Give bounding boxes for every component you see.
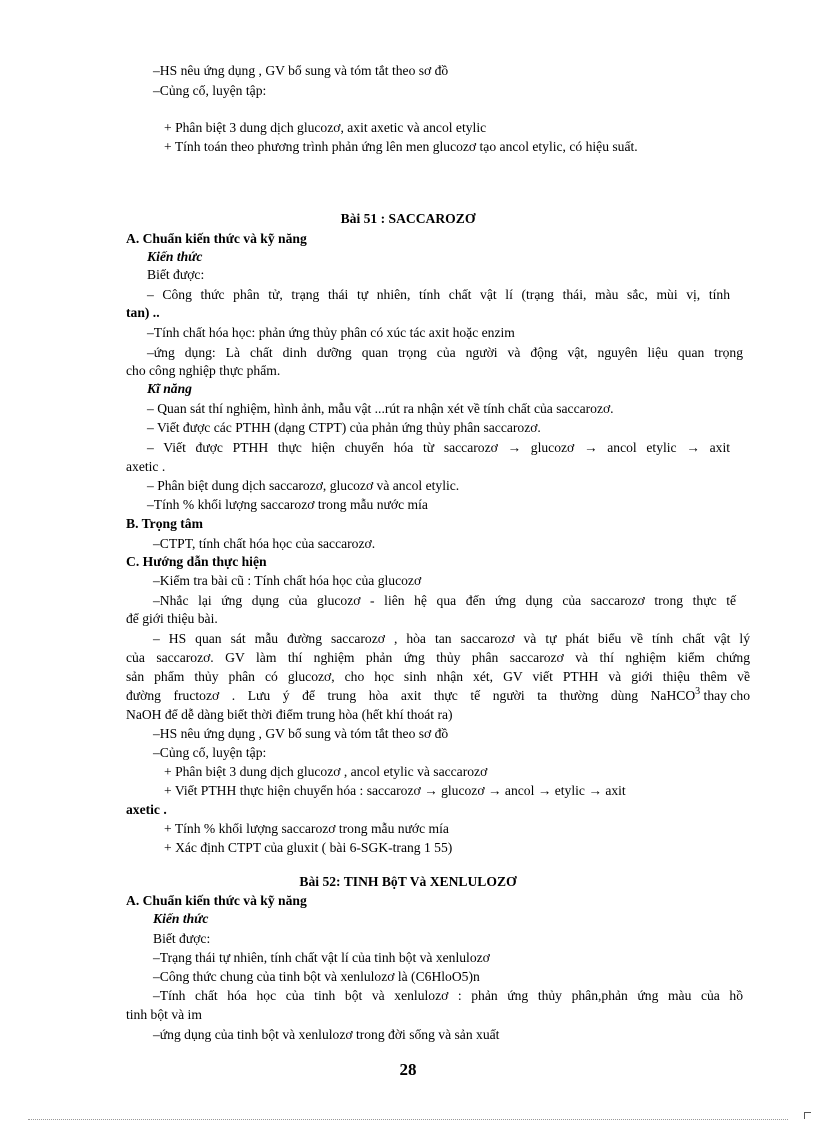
text-line: –HS nêu ứng dụng , GV bổ sung và tóm tắt theo sơ đồ <box>153 63 449 78</box>
section-heading: B. Trọng tâm <box>126 516 203 531</box>
section-heading: A. Chuẩn kiến thức và kỹ năng <box>126 893 307 908</box>
bullet-item: + Phân biệt 3 dung dịch glucozơ, axit axetic và ancol etylic <box>164 120 487 135</box>
subsection-heading: Kĩ năng <box>147 381 192 396</box>
text-line: NaOH để dễ dàng biết thời điểm trung hòa (hết khí thoát ra) <box>126 707 453 722</box>
section-heading: A. Chuẩn kiến thức và kỹ năng <box>126 231 307 246</box>
bullet-item: + Tính % khối lượng saccarozơ trong mẫu nước mía <box>164 821 449 836</box>
text-line: cho công nghiệp thực phẩm. <box>126 363 281 378</box>
bullet-item: + Viết PTHH thực hiện chuyển hóa : saccarozơ → glucozơ → ancol → etylic → axit <box>164 783 626 798</box>
text-line: – Quan sát thí nghiệm, hình ảnh, mẫu vật ...rút ra nhận xét về tính chất của saccarozơ. <box>147 401 614 416</box>
bullet-item: + Xác định CTPT của gluxit ( bài 6-SGK-trang 1 55) <box>164 840 453 855</box>
text-line: –Củng cố, luyện tập: <box>153 83 267 98</box>
corner-mark <box>804 1112 811 1119</box>
text-line: –Kiểm tra bài cũ : Tính chất hóa học của glucozơ <box>153 573 422 588</box>
text-line: –Củng cố, luyện tập: <box>153 745 267 760</box>
subscript: 3 <box>695 686 701 697</box>
text-segment: đường fructozơ . Lưu ý để trung hòa axit thực tế người ta thường dùng NaHCO <box>126 688 696 703</box>
text-line: –HS nêu ứng dụng , GV bổ sung và tóm tắt theo sơ đồ <box>153 726 449 741</box>
lesson-title: Bài 52: TINH BộT Và XENLULOZƠ <box>299 874 517 889</box>
text-line: Biết được: <box>147 267 205 282</box>
text-line: – Viết được các PTHH (dạng CTPT) của phản ứng thủy phân saccarozơ. <box>147 420 541 435</box>
text-line: tinh bột và im <box>126 1007 202 1022</box>
bullet-item: + Phân biệt 3 dung dịch glucozơ , ancol etylic và saccarozơ <box>164 764 488 779</box>
text-line: –Tính chất hóa học của tinh bột và xenlulozơ : phản ứng thủy phân,phản ứng màu của hồ <box>153 988 743 1003</box>
text-line: của saccarozơ. GV làm thí nghiệm phản ứng thủy phân saccarozơ và thí nghiệm kiểm chứng <box>126 650 750 665</box>
text-line: để giới thiệu bài. <box>126 611 218 626</box>
lesson-title: Bài 51 : SACCAROZƠ <box>340 211 476 226</box>
subsection-heading: Kiến thức <box>147 249 203 264</box>
text-segment: thay cho <box>700 688 750 703</box>
text-line: –CTPT, tính chất hóa học của saccarozơ. <box>153 536 376 551</box>
text-line: sản phẩm thủy phân có glucozơ, cho học sinh nhận xét, GV viết PTHH và giới thiệu thêm về <box>126 669 750 684</box>
footer-rule <box>28 1119 788 1120</box>
text-line: axetic . <box>126 459 166 474</box>
text-line: – HS quan sát mẫu đường saccarozơ , hòa tan saccarozơ và tự phát biểu về tính chất vật lý <box>153 631 750 646</box>
text-line: –Nhắc lại ứng dụng của glucozơ - liên hệ qua đến ứng dụng của saccarozơ trong thực tế <box>153 593 736 608</box>
text-line: –ứng dụng: Là chất dinh dưỡng quan trọng của người và động vật, nguyên liệu quan trọng <box>147 345 743 360</box>
bullet-item: + Tính toán theo phương trình phản ứng lên men glucozơ tạo ancol etylic, có hiệu suất. <box>164 139 638 154</box>
text-line: – Phân biệt dung dịch saccarozơ, glucozơ và ancol etylic. <box>147 478 460 493</box>
text-line: axetic . <box>126 802 167 817</box>
page-number: 28 <box>399 1060 417 1079</box>
text-line: –Công thức chung của tinh bột và xenlulozơ là (C6HloO5)n <box>153 969 480 984</box>
text-line-with-subscript <box>126 687 750 705</box>
subsection-heading: Kiến thức <box>153 911 209 926</box>
text-line: –Tính % khối lượng saccarozơ trong mẫu nước mía <box>147 497 428 512</box>
section-heading: C. Hướng dẫn thực hiện <box>126 554 267 569</box>
text-line: tan) .. <box>126 305 160 320</box>
text-line: –Tính chất hóa học: phản ứng thủy phân có xúc tác axit hoặc enzim <box>147 325 515 340</box>
text-line: Biết được: <box>153 931 211 946</box>
text-line: –ứng dụng của tinh bột và xenlulozơ trong đời sống và sản xuất <box>153 1027 500 1042</box>
text-line: – Viết được PTHH thực hiện chuyển hóa từ saccarozơ → glucozơ → ancol etylic → axit <box>147 440 730 455</box>
text-line: – Công thức phân tử, trạng thái tự nhiên, tính chất vật lí (trạng thái, màu sắc, mùi vị, tính <box>147 287 730 302</box>
text-line: –Trạng thái tự nhiên, tính chất vật lí của tinh bột và xenlulozơ <box>153 950 490 965</box>
